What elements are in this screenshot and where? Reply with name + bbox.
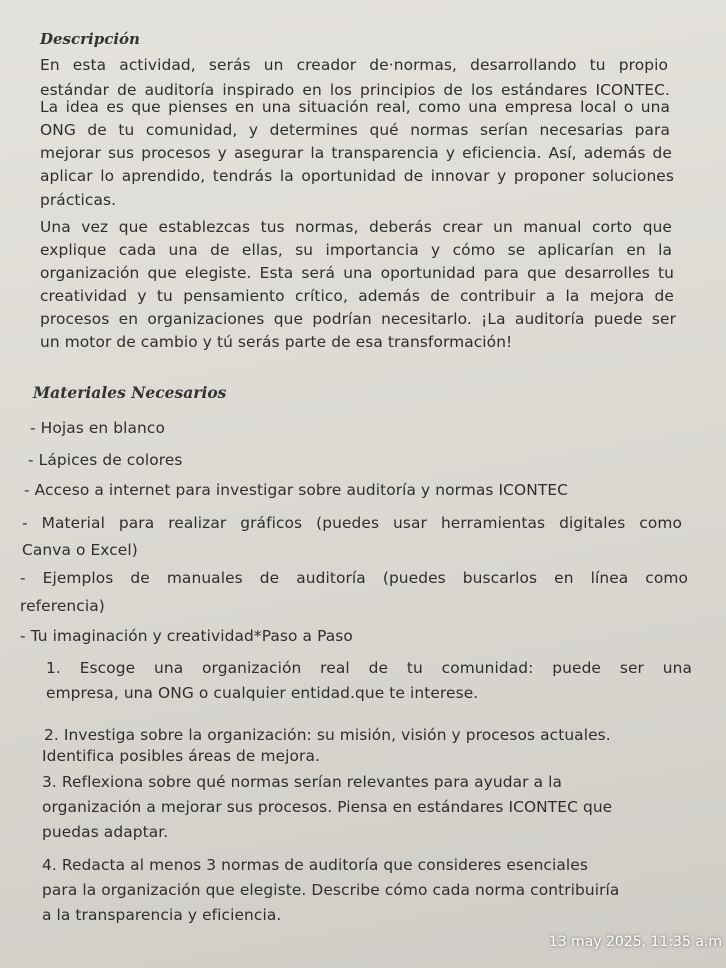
descripcion-line: aplicar lo aprendido, tendrás la oportunidad de innovar y proponer soluciones (40, 167, 674, 185)
paso-line: para la organización que elegiste. Describe cómo cada norma contribuiría (42, 881, 620, 899)
paso-line: 1. Escoge una organización real de tu comunidad: puede ser una (46, 659, 692, 677)
materiales-item: - Acceso a internet para investigar sobre auditoría y normas ICONTEC (24, 481, 569, 499)
materiales-item: Canva o Excel) (22, 541, 138, 559)
paso-line: 4. Redacta al menos 3 normas de auditoría que consideres esenciales (42, 856, 588, 874)
descripcion-line: La idea es que pienses en una situación real, como una empresa local o una (40, 98, 670, 116)
descripcion-heading: Descripción (40, 30, 140, 48)
paso-line: 2. Investiga sobre la organización: su misión, visión y procesos actuales. (44, 726, 611, 744)
descripcion-line: un motor de cambio y tú serás parte de esa transformación! (40, 333, 513, 351)
descripcion-line: estándar de auditoría inspirado en los principios de los estándares ICONTEC. (40, 81, 670, 99)
descripcion-line: prácticas. (40, 191, 117, 209)
materiales-item: - Lápices de colores (28, 451, 183, 469)
materiales-heading: Materiales Necesarios (33, 383, 227, 402)
descripcion-line: ONG de tu comunidad, y determines qué normas serían necesarias para (40, 121, 670, 139)
paso-line: Identifica posibles áreas de mejora. (42, 747, 320, 765)
descripcion-line: mejorar sus procesos y asegurar la transparencia y eficiencia. Así, además de (40, 144, 672, 162)
paso-line: empresa, una ONG o cualquier entidad.que te interese. (46, 684, 479, 702)
descripcion-line: explique cada una de ellas, su importancia y cómo se aplicarían en la (40, 241, 672, 259)
materiales-item: - Hojas en blanco (30, 419, 165, 437)
materiales-item: - Material para realizar gráficos (puedes usar herramientas digitales como (22, 514, 682, 532)
paso-line: 3. Reflexiona sobre qué normas serían relevantes para ayudar a la (42, 773, 562, 791)
materiales-item: referencia) (20, 597, 105, 615)
materiales-item: - Tu imaginación y creatividad*Paso a Paso (20, 627, 353, 645)
paso-line: organización a mejorar sus procesos. Piensa en estándares ICONTEC que (42, 798, 613, 816)
descripcion-line: organización que elegiste. Esta será una oportunidad para que desarrolles tu (40, 264, 674, 282)
paso-line: a la transparencia y eficiencia. (42, 906, 282, 924)
paso-line: puedas adaptar. (42, 823, 169, 841)
descripcion-line: creatividad y tu pensamiento crítico, además de contribuir a la mejora de (40, 287, 674, 305)
materiales-item: - Ejemplos de manuales de auditoría (puedes buscarlos en línea como (20, 569, 688, 587)
photo-timestamp: 13 may 2025, 11:35 a.m (548, 934, 722, 950)
descripcion-line: Una vez que establezcas tus normas, deberás crear un manual corto que (40, 218, 672, 236)
descripcion-line: procesos en organizaciones que podrían necesitarlo. ¡La auditoría puede ser (40, 310, 676, 328)
descripcion-line: En esta actividad, serás un creador de·normas, desarrollando tu propio (40, 56, 668, 74)
